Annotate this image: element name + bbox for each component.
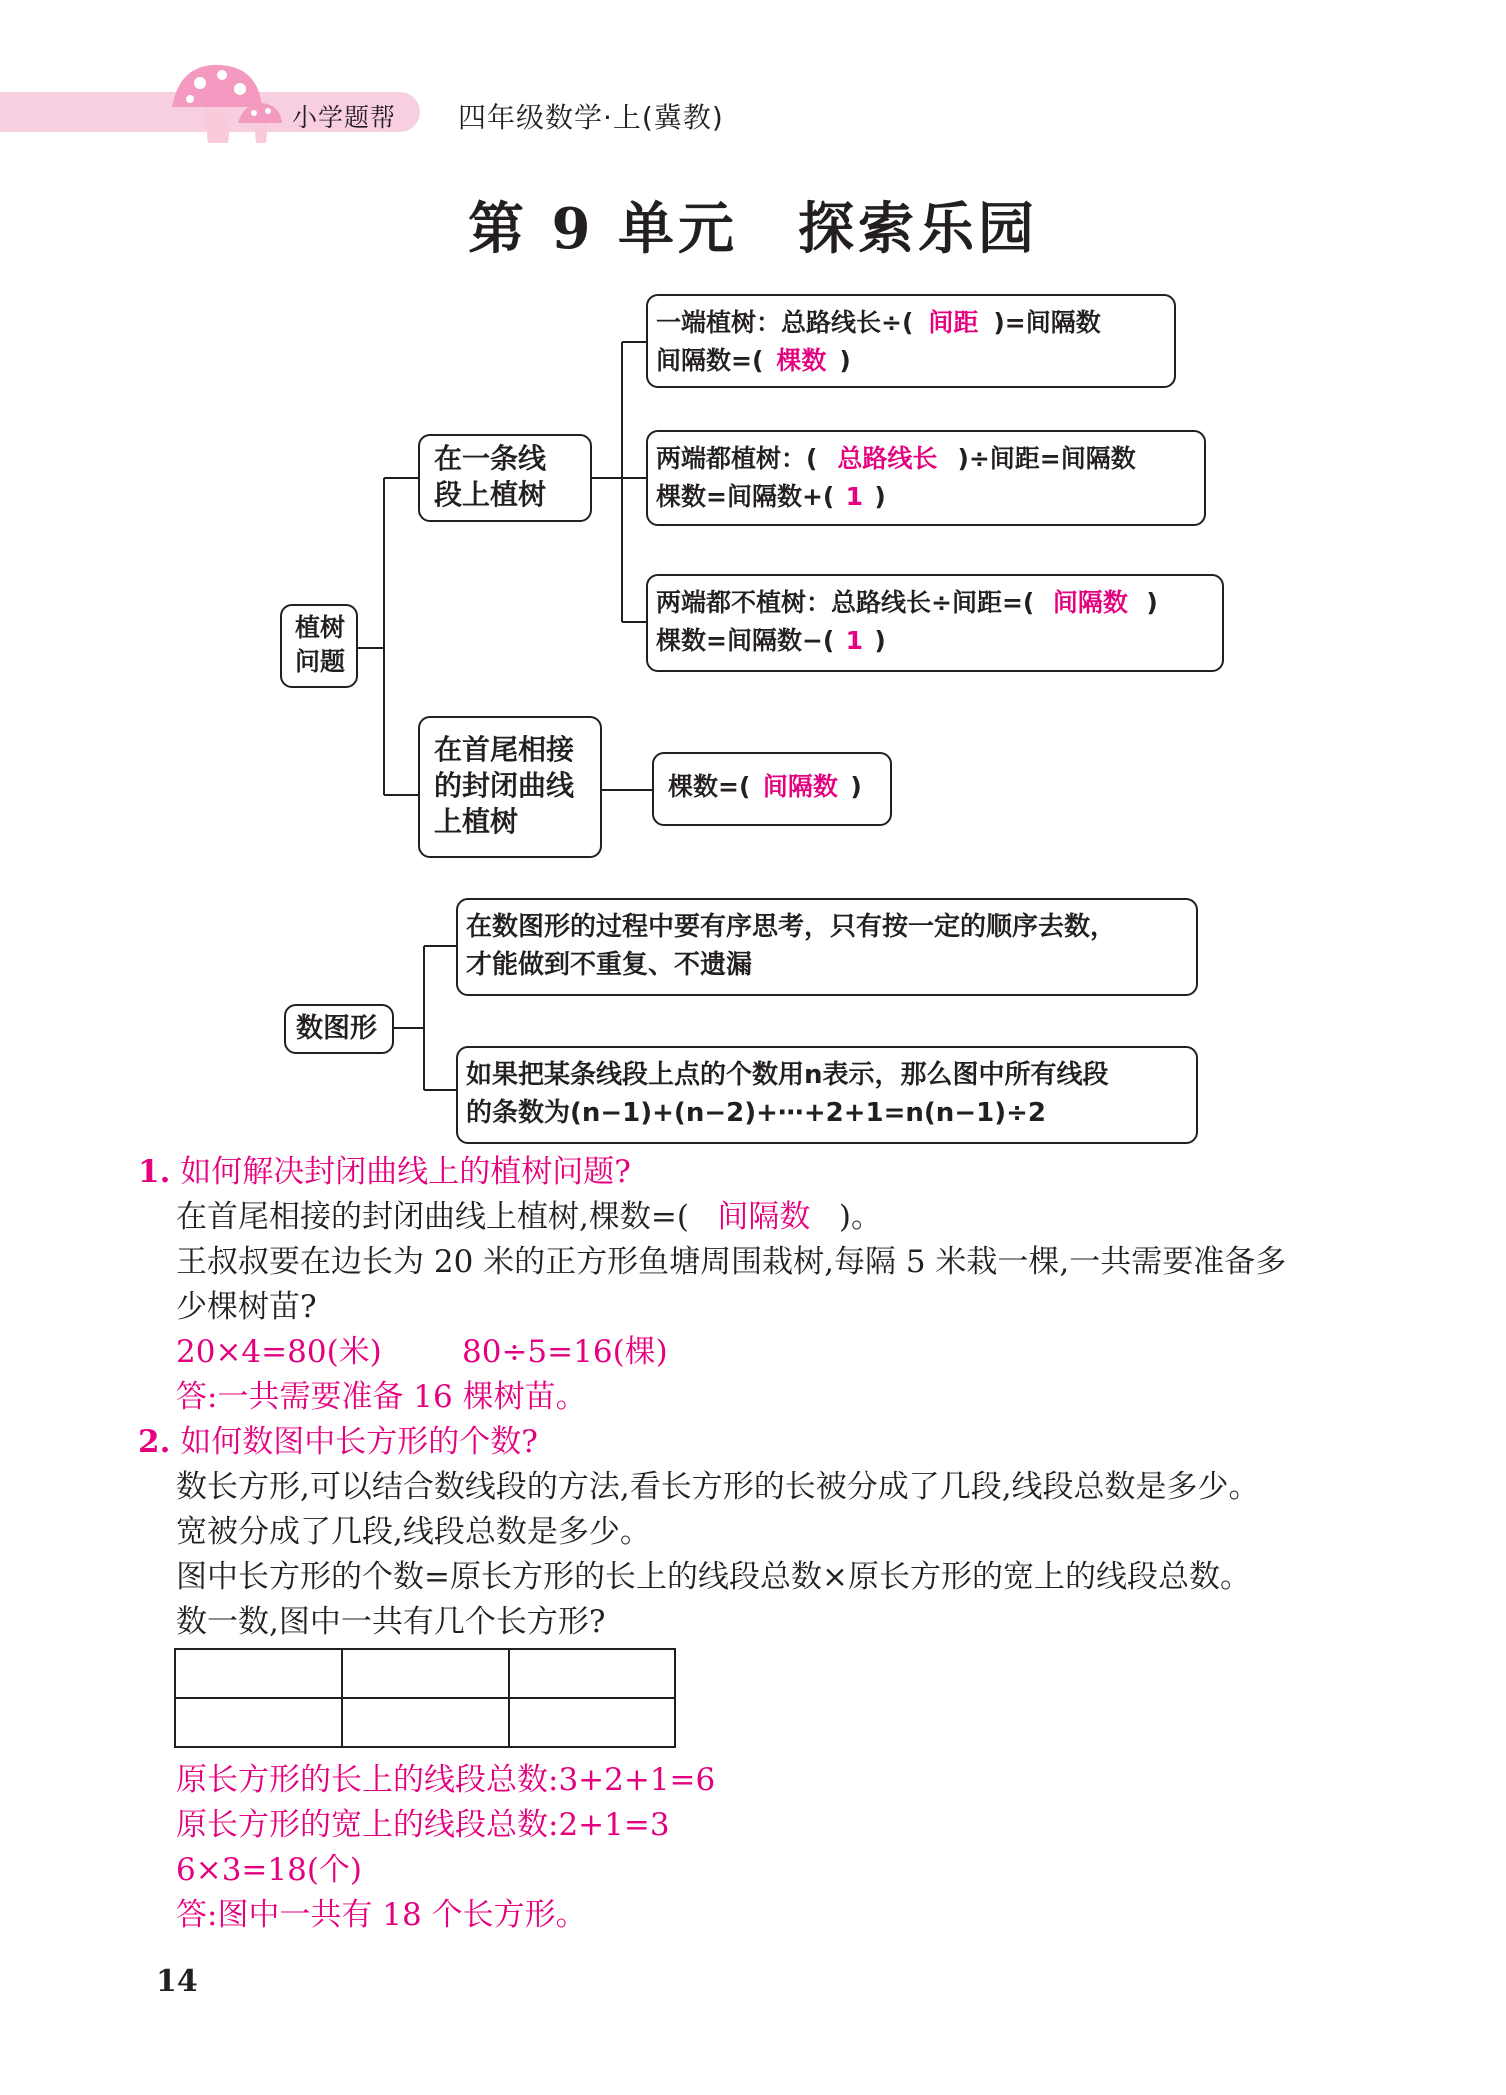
q1-calc2: 80÷5=16(棵) xyxy=(462,1334,668,1370)
q2-question xyxy=(138,1420,538,1464)
q2-solution3: 6×3=18(个) xyxy=(176,1852,363,1888)
count-tip1-line2: 才能做到不重复、不遗漏 xyxy=(466,950,753,980)
count-tip2-line2: 的条数为(n−1)+(n−2)+⋯+2+1=n(n−1)÷2 xyxy=(466,1098,1046,1128)
q2-solution2: 原长方形的宽上的线段总数:2+1=3 xyxy=(176,1807,670,1843)
q1-number: 1. xyxy=(138,1154,171,1190)
no-ends-box xyxy=(646,574,1224,672)
q1-fill xyxy=(176,1195,882,1239)
both-ends-line2-post: ) xyxy=(874,482,886,511)
q2-number: 2. xyxy=(138,1424,171,1460)
book-title: 四年级数学·上(冀教) xyxy=(458,101,724,134)
rectangle-grid-figure xyxy=(174,1648,676,1748)
q1-question xyxy=(138,1150,631,1194)
closed-answer: 间隔数 xyxy=(762,772,838,801)
count-tip2-box xyxy=(456,1046,1198,1144)
q2-prompt: 数一数,图中一共有几个长方形? xyxy=(176,1604,606,1640)
no-ends-line2-pre: 棵数=间隔数−( xyxy=(656,626,835,655)
no-ends-line2-post: ) xyxy=(874,626,886,655)
tree-planting-root xyxy=(280,604,358,688)
no-ends-line1-pre: 两端都不植树：总路线长÷间距=( xyxy=(656,588,1035,617)
count-tip1-box xyxy=(456,898,1198,996)
count-figures-root-label: 数图形 xyxy=(296,1013,377,1044)
one-end-line2-answer: 棵数 xyxy=(776,346,827,375)
closed-pre: 棵数=( xyxy=(668,772,751,801)
q1-problem-line2: 少棵树苗? xyxy=(176,1289,317,1325)
unit-label: 第 9 单元 xyxy=(468,196,738,262)
no-ends-line1-answer: 间隔数 xyxy=(1052,588,1128,617)
q1-question-text: 如何解决封闭曲线上的植树问题? xyxy=(180,1154,631,1190)
app-name: 小学题帮 xyxy=(292,103,397,132)
q1-fill-pre: 在首尾相接的封闭曲线上植树,棵数=( xyxy=(176,1199,689,1235)
one-end-line1-answer: 间距 xyxy=(928,308,979,337)
q2-question-text: 如何数图中长方形的个数? xyxy=(180,1424,538,1460)
both-ends-line1-answer: 总路线长 xyxy=(837,444,938,473)
grid-divider-horizontal xyxy=(176,1697,674,1699)
q2-text-line3: 图中长方形的个数=原长方形的长上的线段总数×原长方形的宽上的线段总数。 xyxy=(176,1559,1251,1595)
unit-name: 探索乐园 xyxy=(797,196,1038,262)
tree-planting-root-label: 植树问题 xyxy=(295,613,346,676)
both-ends-line2-answer: 1 xyxy=(845,482,864,511)
branch-closed-label: 在首尾相接的封闭曲线上植树 xyxy=(434,733,575,838)
one-end-line2-post: ) xyxy=(839,346,851,375)
q1-calc1: 20×4=80(米) xyxy=(176,1334,382,1370)
count-tip2-line1: 如果把某条线段上点的个数用n表示，那么图中所有线段 xyxy=(466,1060,1109,1090)
one-end-box xyxy=(646,294,1176,388)
branch-line-label: 在一条线段上植树 xyxy=(434,442,547,511)
q2-answer: 答:图中一共有 18 个长方形。 xyxy=(176,1897,587,1933)
branch-line-box xyxy=(418,434,592,522)
one-end-line1-post: )=间隔数 xyxy=(993,308,1101,337)
branch-closed-box xyxy=(418,716,602,858)
q2-text-line1: 数长方形,可以结合数线段的方法,看长方形的长被分成了几段,线段总数是多少。 xyxy=(176,1469,1260,1505)
both-ends-line1-post: )÷间距=间隔数 xyxy=(957,444,1136,473)
no-ends-line1-post: ) xyxy=(1146,588,1158,617)
q1-fill-post: )。 xyxy=(838,1199,883,1235)
q1-fill-answer: 间隔数 xyxy=(717,1199,811,1235)
one-end-line1-pre: 一端植树：总路线长÷( xyxy=(656,308,914,337)
count-tip1-line1: 在数图形的过程中要有序思考，只有按一定的顺序去数， xyxy=(466,912,1117,942)
closed-box xyxy=(652,752,892,826)
both-ends-line2-pre: 棵数=间隔数+( xyxy=(656,482,835,511)
both-ends-line1-pre: 两端都植树：( xyxy=(656,444,818,473)
q1-answer: 答:一共需要准备 16 棵树苗。 xyxy=(176,1379,587,1415)
q2-text-line2: 宽被分成了几段,线段总数是多少。 xyxy=(176,1514,651,1550)
q2-solution1: 原长方形的长上的线段总数:3+2+1=6 xyxy=(176,1762,716,1798)
closed-post: ) xyxy=(850,772,862,801)
both-ends-box xyxy=(646,430,1206,526)
page-number: 14 xyxy=(156,1964,198,1999)
q1-problem-line1: 王叔叔要在边长为 20 米的正方形鱼塘周围栽树,每隔 5 米栽一棵,一共需要准备多 xyxy=(176,1244,1287,1280)
no-ends-line2-answer: 1 xyxy=(845,626,864,655)
one-end-line2-pre: 间隔数=( xyxy=(656,346,764,375)
count-figures-root xyxy=(284,1004,394,1054)
